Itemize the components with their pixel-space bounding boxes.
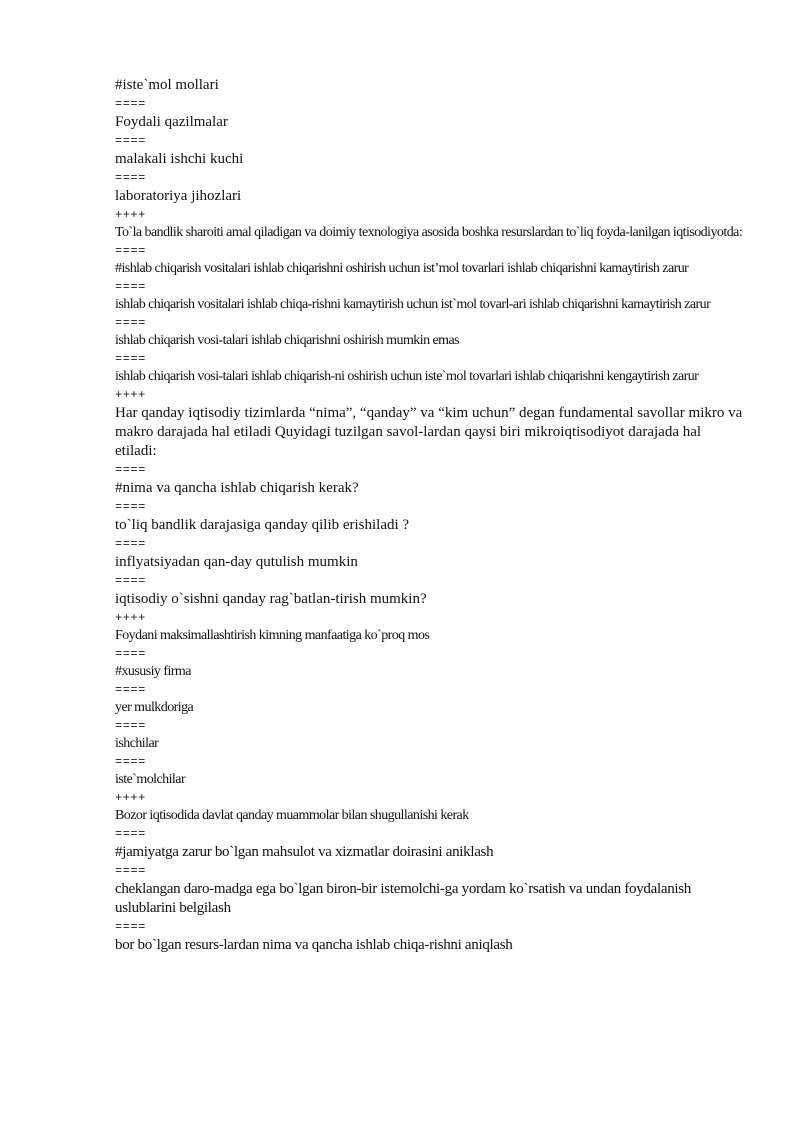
answer-option: cheklangan daro-madga ega bo`lgan biron-bir istemolchi-ga yordam ko`rsatish va undan foydalanish uslublarini belgilash [115,881,692,916]
separator: ==== [115,352,146,366]
separator: ==== [115,134,146,148]
answer-option: #jamiyatga zarur bo`lgan mahsulot va xizmatlar doirasini aniklash [115,844,494,860]
separator: ==== [115,97,146,111]
question-text: Bozor iqtisodida davlat qanday muammolar bilan shugullanishi kerak [115,808,469,823]
answer-option: laboratoriya jihozlari [115,188,242,204]
answer-option: bor bo`lgan resurs-lardan nima va qancha ishlab chiqa-rishni aniqlash [115,937,513,953]
separator: ==== [115,463,146,477]
document-body [115,76,745,955]
separator: ==== [115,537,146,551]
answer-option: iqtisodiy o`sishni qanday rag`batlan-tirish mumkin? [115,591,427,607]
separator: ==== [115,920,146,934]
separator: ==== [115,171,146,185]
answer-option: #xususiy firma [115,664,191,679]
answer-option: ishlab chiqarish vositalari ishlab chiqa-rishni kamaytirish uchun ist`mol tovarl-ari ishlab chiqarishni kamaytirish zarur [115,297,711,312]
answer-option: Foydali qazilmalar [115,114,228,130]
answer-option: ishlab chiqarish vosi-talari ishlab chiqarish-ni oshirish uchun iste`mol tovarlari ishlab chiqarishni kengaytirish zarur [115,369,699,384]
answer-option: #ishlab chiqarish vositalari ishlab chiqarishni oshirish uchun ist’mol tovarlari ishlab chiqarishni kamaytirish zarur [115,261,689,276]
separator: ==== [115,316,146,330]
answer-option: iste`molchilar [115,772,186,787]
question-text: Har qanday iqtisodiy tizimlarda “nima”, “qanday” va “kim uchun” degan fundamental savollar mikro va makro darajada hal etiladi Quyidagi tuzilgan savol-lardan qaysi biri mikroiqtisodiyot darajada hal etiladi: [115,405,743,459]
answer-option: #nima va qancha ishlab chiqarish kerak? [115,480,359,496]
question-separator: ++++ [115,388,146,402]
separator: ==== [115,647,146,661]
separator: ==== [115,719,146,733]
answer-option: #iste`mol mollari [115,77,219,93]
question-separator: ++++ [115,208,146,222]
answer-option: yer mulkdoriga [115,700,194,715]
separator: ==== [115,244,146,258]
separator: ==== [115,755,146,769]
question-separator: ++++ [115,611,146,625]
question-text: To`la bandlik sharoiti amal qiladigan va doimiy texnologiya asosida boshka resurslardan to`liq foyda-lanilgan iqtisodiyotda: [115,225,743,240]
separator: ==== [115,864,146,878]
answer-option: malakali ishchi kuchi [115,151,244,167]
answer-option: ishchilar [115,736,159,751]
answer-option: ishlab chiqarish vosi-talari ishlab chiqarishni oshirish mumkin emas [115,333,460,348]
separator: ==== [115,827,146,841]
separator: ==== [115,574,146,588]
separator: ==== [115,500,146,514]
answer-option: to`liq bandlik darajasiga qanday qilib erishiladi ? [115,517,410,533]
question-separator: ++++ [115,791,146,805]
separator: ==== [115,683,146,697]
question-text: Foydani maksimallashtirish kimning manfaatiga ko`proq mos [115,628,430,643]
separator: ==== [115,280,146,294]
answer-option: inflyatsiyadan qan-day qutulish mumkin [115,554,358,570]
